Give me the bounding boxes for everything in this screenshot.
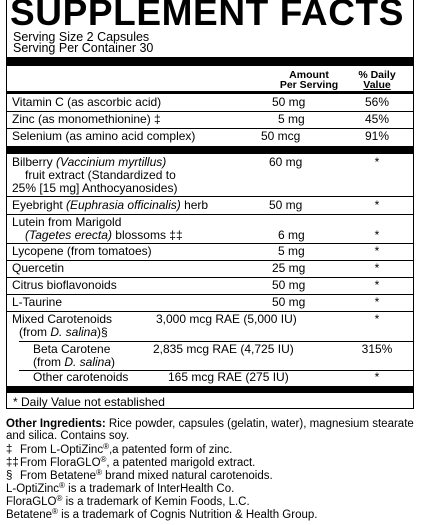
nutrient-row-mixed-carotenoids: Mixed Carotenoids (from D. salina)§ 3,000 mcg RAE (5,000 IU) * [7,313,413,341]
trademark-betatene: Betatene® is a trademark of Cognis Nutrition & Health Group. [6,507,318,521]
nutrient-dv: * [374,155,380,169]
nutrient-dv: 91% [364,129,390,143]
thick-divider [7,146,413,154]
nutrient-row-zinc [7,113,413,129]
nutrient-name: Other carotenoids [33,370,129,384]
nutrient-name: Lutein from Marigold [12,215,122,229]
nutrient-dv: * [374,244,380,258]
trademark-floraglo: FloraGLO® is a trademark of Kemin Foods, L.C. [6,494,250,508]
nutrient-name: Vitamin C (as ascorbic acid) [12,95,162,109]
nutrient-dv: 56% [364,95,390,109]
nutrient-dv: * [374,198,380,212]
panel-title: SUPPLEMENT FACTS [10,0,405,33]
trademark-optizinc: L-OptiZinc® is a trademark of InterHealth Co. [6,481,235,495]
nutrient-dv: * [374,228,380,242]
nutrient-name: Zinc (as monomethionine) ‡ [12,112,161,126]
nutrient-name: Citrus bioflavonoids [12,278,117,292]
nutrient-dv: * [374,312,380,326]
nutrient-name: Mixed Carotenoids [12,312,113,326]
nutrient-name: Selenium (as amino acid complex) [12,129,196,143]
thick-divider [7,57,413,66]
nutrient-dv: * [374,370,380,384]
servings-per-container: Serving Per Container 30 [13,41,154,55]
nutrient-amount: 2,835 mcg RAE (4,725 IU) [153,342,294,356]
nutrient-name: Beta Carotene [33,342,111,356]
daily-value-footnote: * Daily Value not established [13,395,165,409]
footnote-carotenoids: § From Betatene® brand mixed natural carotenoids. [6,468,273,482]
nutrient-row-citrus-bioflavonoids [7,279,413,295]
nutrient-amount: 50 mg [272,278,306,292]
nutrient-amount: 25 mg [272,261,306,275]
nutrient-dv: * [374,278,380,292]
nutrient-amount: 3,000 mcg RAE (5,000 IU) [156,312,297,326]
nutrient-name: Quercetin [12,261,65,275]
footnote-lutein: ‡‡From FloraGLO®, a patented marigold extract. [6,455,256,469]
nutrient-amount: 50 mcg [261,129,301,143]
thick-divider [7,386,413,393]
nutrient-row-beta-carotene: Beta Carotene (from D. salina) 2,835 mcg RAE (4,725 IU) 315% [7,343,413,371]
nutrient-dv: * [374,261,380,275]
nutrient-row-other-carotenoids [7,371,413,387]
nutrient-row-quercetin [7,262,413,278]
nutrient-amount: 50 mg [272,295,306,309]
supplement-facts-panel [6,0,414,409]
footnote-zinc: ‡ From L-OptiZinc®,a patented form of zinc. [6,442,233,456]
nutrient-amount: 5 mg [278,112,305,126]
nutrient-row-vitamin-c [7,96,413,112]
nutrient-row-selenium [7,130,413,146]
other-ingredients: Other Ingredients: Rice powder, capsules (gelatin, water), magnesium stearate and silica. Contains soy. [6,418,414,442]
nutrient-amount: 5 mg [278,244,305,258]
serving-size: Serving Size 2 Capsules [13,30,150,44]
nutrient-amount: 50 mg [272,95,306,109]
nutrient-amount: 50 mg [269,198,303,212]
nutrient-row-lutein: Lutein from Marigold (Tagetes erecta) blossoms ‡‡ 6 mg * [7,216,413,244]
nutrient-dv: * [374,295,380,309]
amount-header: Amount Per Serving [279,69,339,91]
nutrient-row-l-taurine [7,296,413,312]
nutrient-amount: 165 mcg RAE (275 IU) [168,370,289,384]
nutrient-row-eyebright [7,199,413,215]
nutrient-row-bilberry: Bilberry (Vaccinium myrtillus) fruit extract (Standardized to 25% [15 mg] Anthocyanosides) 60 mg * [7,156,413,196]
nutrient-name: L-Taurine [12,295,63,309]
nutrient-name: Lycopene (from tomatoes) [12,244,152,258]
nutrient-row-lycopene [7,245,413,261]
nutrient-amount: 6 mg [278,228,305,242]
daily-value-header: % Daily Value [358,69,396,91]
nutrient-name: Bilberry (Vaccinium myrtillus) [12,155,167,169]
nutrient-amount: 60 mg [269,155,303,169]
nutrient-name: Eyebright (Euphrasia officinalis) herb [12,198,209,212]
nutrient-dv: 45% [364,112,390,126]
nutrient-dv: 315% [361,342,393,356]
medium-divider [7,91,413,94]
